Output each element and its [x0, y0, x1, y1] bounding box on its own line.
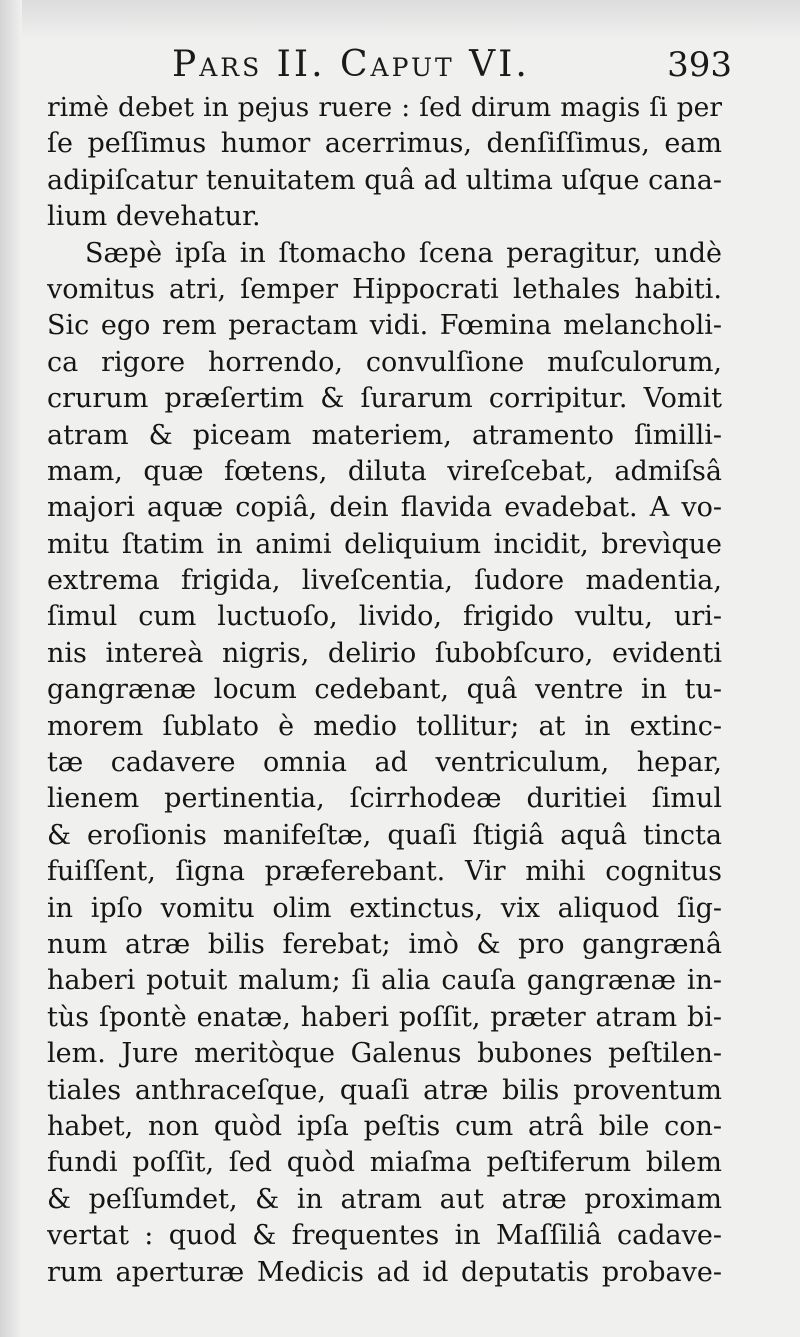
running-head: Pars II. Caput VI.	[172, 44, 530, 85]
text-line: & peſſumdet, & in atram aut atræ proximam	[47, 1183, 722, 1215]
text-line: vomitus atri, ſemper Hippocrati lethales habiti.	[47, 273, 722, 305]
page-header	[172, 40, 732, 90]
text-line: ca rigore horrendo, convulſione muſculorum,	[47, 346, 722, 378]
text-line: num atræ bilis ferebat; imò & pro gangrænâ	[47, 928, 722, 960]
text-line: & eroſionis manifeſtæ, quaſi ſtigiâ aquâ tincta	[47, 819, 722, 851]
text-line: crurum præſertim & ſurarum corripitur. Vomit	[47, 383, 722, 415]
text-line: tæ cadavere omnia ad ventriculum, hepar,	[47, 747, 722, 779]
text-line: Sic ego rem peractam vidi. Fœmina melancholi-	[47, 310, 722, 342]
text-line: ſimul cum luctuoſo, livido, frigido vultu, uri-	[47, 601, 722, 633]
text-line: nis intereà nigris, delirio ſubobſcuro, evidenti	[47, 637, 722, 669]
text-line: vertat : quod & frequentes in Maſſiliâ cadave-	[47, 1220, 722, 1252]
text-line: habet, non quòd ipſa peſtis cum atrâ bile con-	[47, 1110, 722, 1142]
text-line: fuiſſent, ſigna præferebant. Vir mihi cognitus	[47, 856, 722, 888]
text-line: tùs ſpontè enatæ, haberi poſſit, præter atram bi-	[47, 1001, 722, 1033]
text-line: gangrænæ locum cedebant, quâ ventre in tu-	[47, 674, 722, 706]
text-line: haberi potuit malum; ſi alia cauſa gangrænæ in-	[47, 965, 722, 997]
text-line: majori aquæ copiâ, dein flavida evadebat. A vo-	[47, 492, 722, 524]
text-line: extrema frigida, liveſcentia, ſudore madentia,	[47, 565, 722, 597]
text-line: rimè debet in pejus ruere : ſed dirum magis ſi per	[47, 92, 722, 123]
text-line: lium devehatur.	[47, 201, 261, 233]
page-shadow-left	[0, 0, 22, 1337]
text-line: mitu ſtatim in animi deliquium incidit, brevìque	[47, 528, 722, 560]
text-line: Sæpè ipſa in ſtomacho ſcena peragitur, undè	[85, 237, 722, 269]
text-line: lienem pertinentia, ſcirrhodeæ duritiei ſimul	[47, 783, 722, 815]
text-line: morem ſublato è medio tollitur; at in extinc-	[47, 710, 722, 742]
text-line: in ipſo vomitu olim extinctus, vix aliquod ſig-	[47, 892, 722, 924]
body-text	[47, 90, 722, 1291]
text-line: lem. Jure meritòque Galenus bubones peſtilen-	[47, 1038, 722, 1070]
page-number: 393	[667, 45, 732, 85]
text-line: rum aperturæ Medicis ad id deputatis probave-	[47, 1256, 722, 1288]
text-line: adipiſcatur tenuitatem quâ ad ultima uſque cana-	[47, 164, 722, 196]
text-line: atram & piceam materiem, atramento ſimilli-	[47, 419, 722, 451]
text-line: ſe peſſimus humor acerrimus, denſiſſimus, eam	[47, 128, 722, 160]
page-shadow-top	[0, 0, 800, 40]
text-line: mam, quæ fœtens, diluta vireſcebat, admiſsâ	[47, 455, 722, 487]
text-line: tiales anthraceſque, quaſi atræ bilis proventum	[47, 1074, 722, 1106]
text-line: fundi poſſit, ſed quòd miaſma peſtiferum bilem	[47, 1147, 722, 1179]
